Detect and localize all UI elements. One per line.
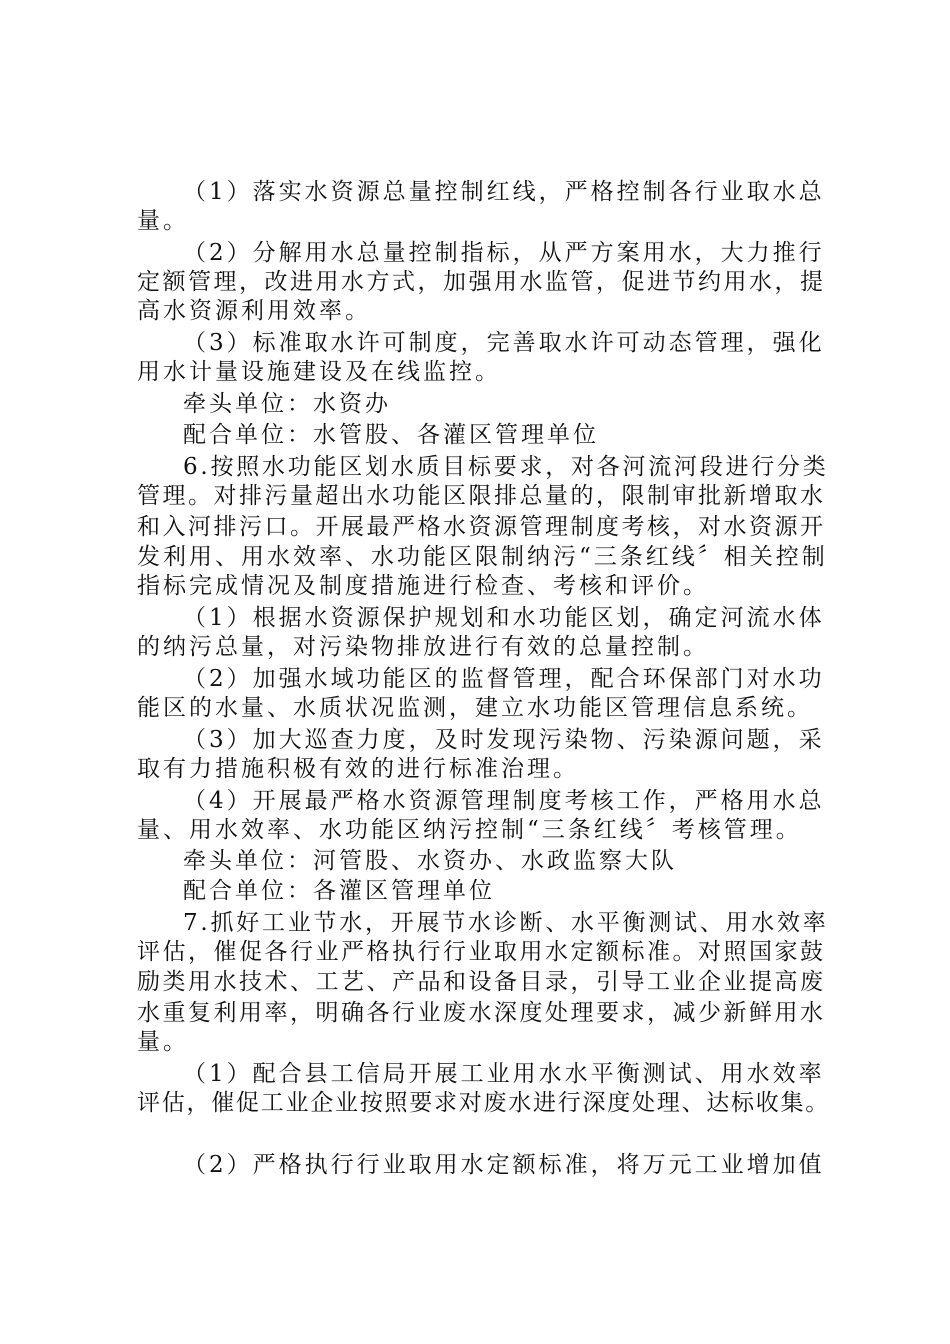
text-line: （1）落实水资源总量控制红线，严格控制各行业取水总	[183, 179, 825, 205]
text-line: 高水资源利用效率。	[137, 298, 371, 324]
text-line: 量。	[137, 1029, 189, 1055]
text-line: 用水计量设施建设及在线监控。	[137, 359, 501, 385]
text-line: （2）分解用水总量控制指标，从严方案用水，大力推行	[183, 240, 825, 266]
text-line: 配合单位：各灌区管理单位	[183, 878, 495, 904]
text-line: 牵头单位：河管股、水资办、水政监察大队	[183, 848, 677, 874]
text-line: （3）加大巡查力度，及时发现污染物、污染源问题，采	[183, 727, 825, 753]
text-line: 励类用水技术、工艺、产品和设备目录，引导工业企业提高废	[137, 969, 826, 995]
text-line: 的纳污总量，对污染物排放进行有效的总量控制。	[137, 634, 709, 660]
text-line: 牵头单位：水资办	[183, 391, 391, 417]
text-line: 评估，催促工业企业按照要求对废水进行深度处理、达标收集。	[137, 1090, 830, 1116]
text-line: 取有力措施积极有效的进行标准治理。	[137, 756, 579, 782]
text-line: （1）根据水资源保护规划和水功能区划，确定河流水体	[183, 605, 825, 631]
text-line: 指标完成情况及制度措施进行检查、考核和评价。	[137, 573, 709, 599]
text-line: 配合单位：水管股、各灌区管理单位	[183, 422, 599, 448]
text-line: 7.抓好工业节水，开展节水诊断、水平衡测试、用水效率	[183, 910, 829, 936]
text-line: 定额管理，改进用水方式，加强用水监管，促进节约用水，提	[137, 269, 826, 295]
text-line: 量、用水效率、水功能区纳污控制“三条红线〞考核管理。	[137, 817, 802, 843]
text-line: 管理。对排污量超出水功能区限排总量的，限制审批新增取水	[137, 483, 826, 509]
text-line: 发利用、用水效率、水功能区限制纳污“三条红线〞相关控制	[137, 544, 828, 570]
text-line: （1）配合县工信局开展工业用水水平衡测试、用水效率	[183, 1061, 825, 1087]
text-line: （4）开展最严格水资源管理制度考核工作，严格用水总	[183, 788, 825, 814]
text-line: 能区的水量、水质状况监测，建立水功能区管理信息系统。	[137, 695, 813, 721]
text-line: 评估，催促各行业严格执行行业取用水定额标准。对照国家鼓	[137, 939, 826, 965]
text-line: 6.按照水功能区划水质目标要求，对各河流河段进行分类	[183, 454, 829, 480]
text-line: 和入河排污口。开展最严格水资源管理制度考核，对水资源开	[137, 514, 826, 540]
text-line: （2）加强水域功能区的监督管理，配合环保部门对水功	[183, 666, 825, 692]
text-line: （2）严格执行行业取用水定额标准，将万元工业增加值	[183, 1152, 825, 1178]
text-line: （3）标准取水许可制度，完善取水许可动态管理，强化	[183, 330, 825, 356]
text-line: 水重复利用率，明确各行业废水深度处理要求，减少新鲜用水	[137, 1000, 826, 1026]
text-line: 量。	[137, 208, 189, 234]
